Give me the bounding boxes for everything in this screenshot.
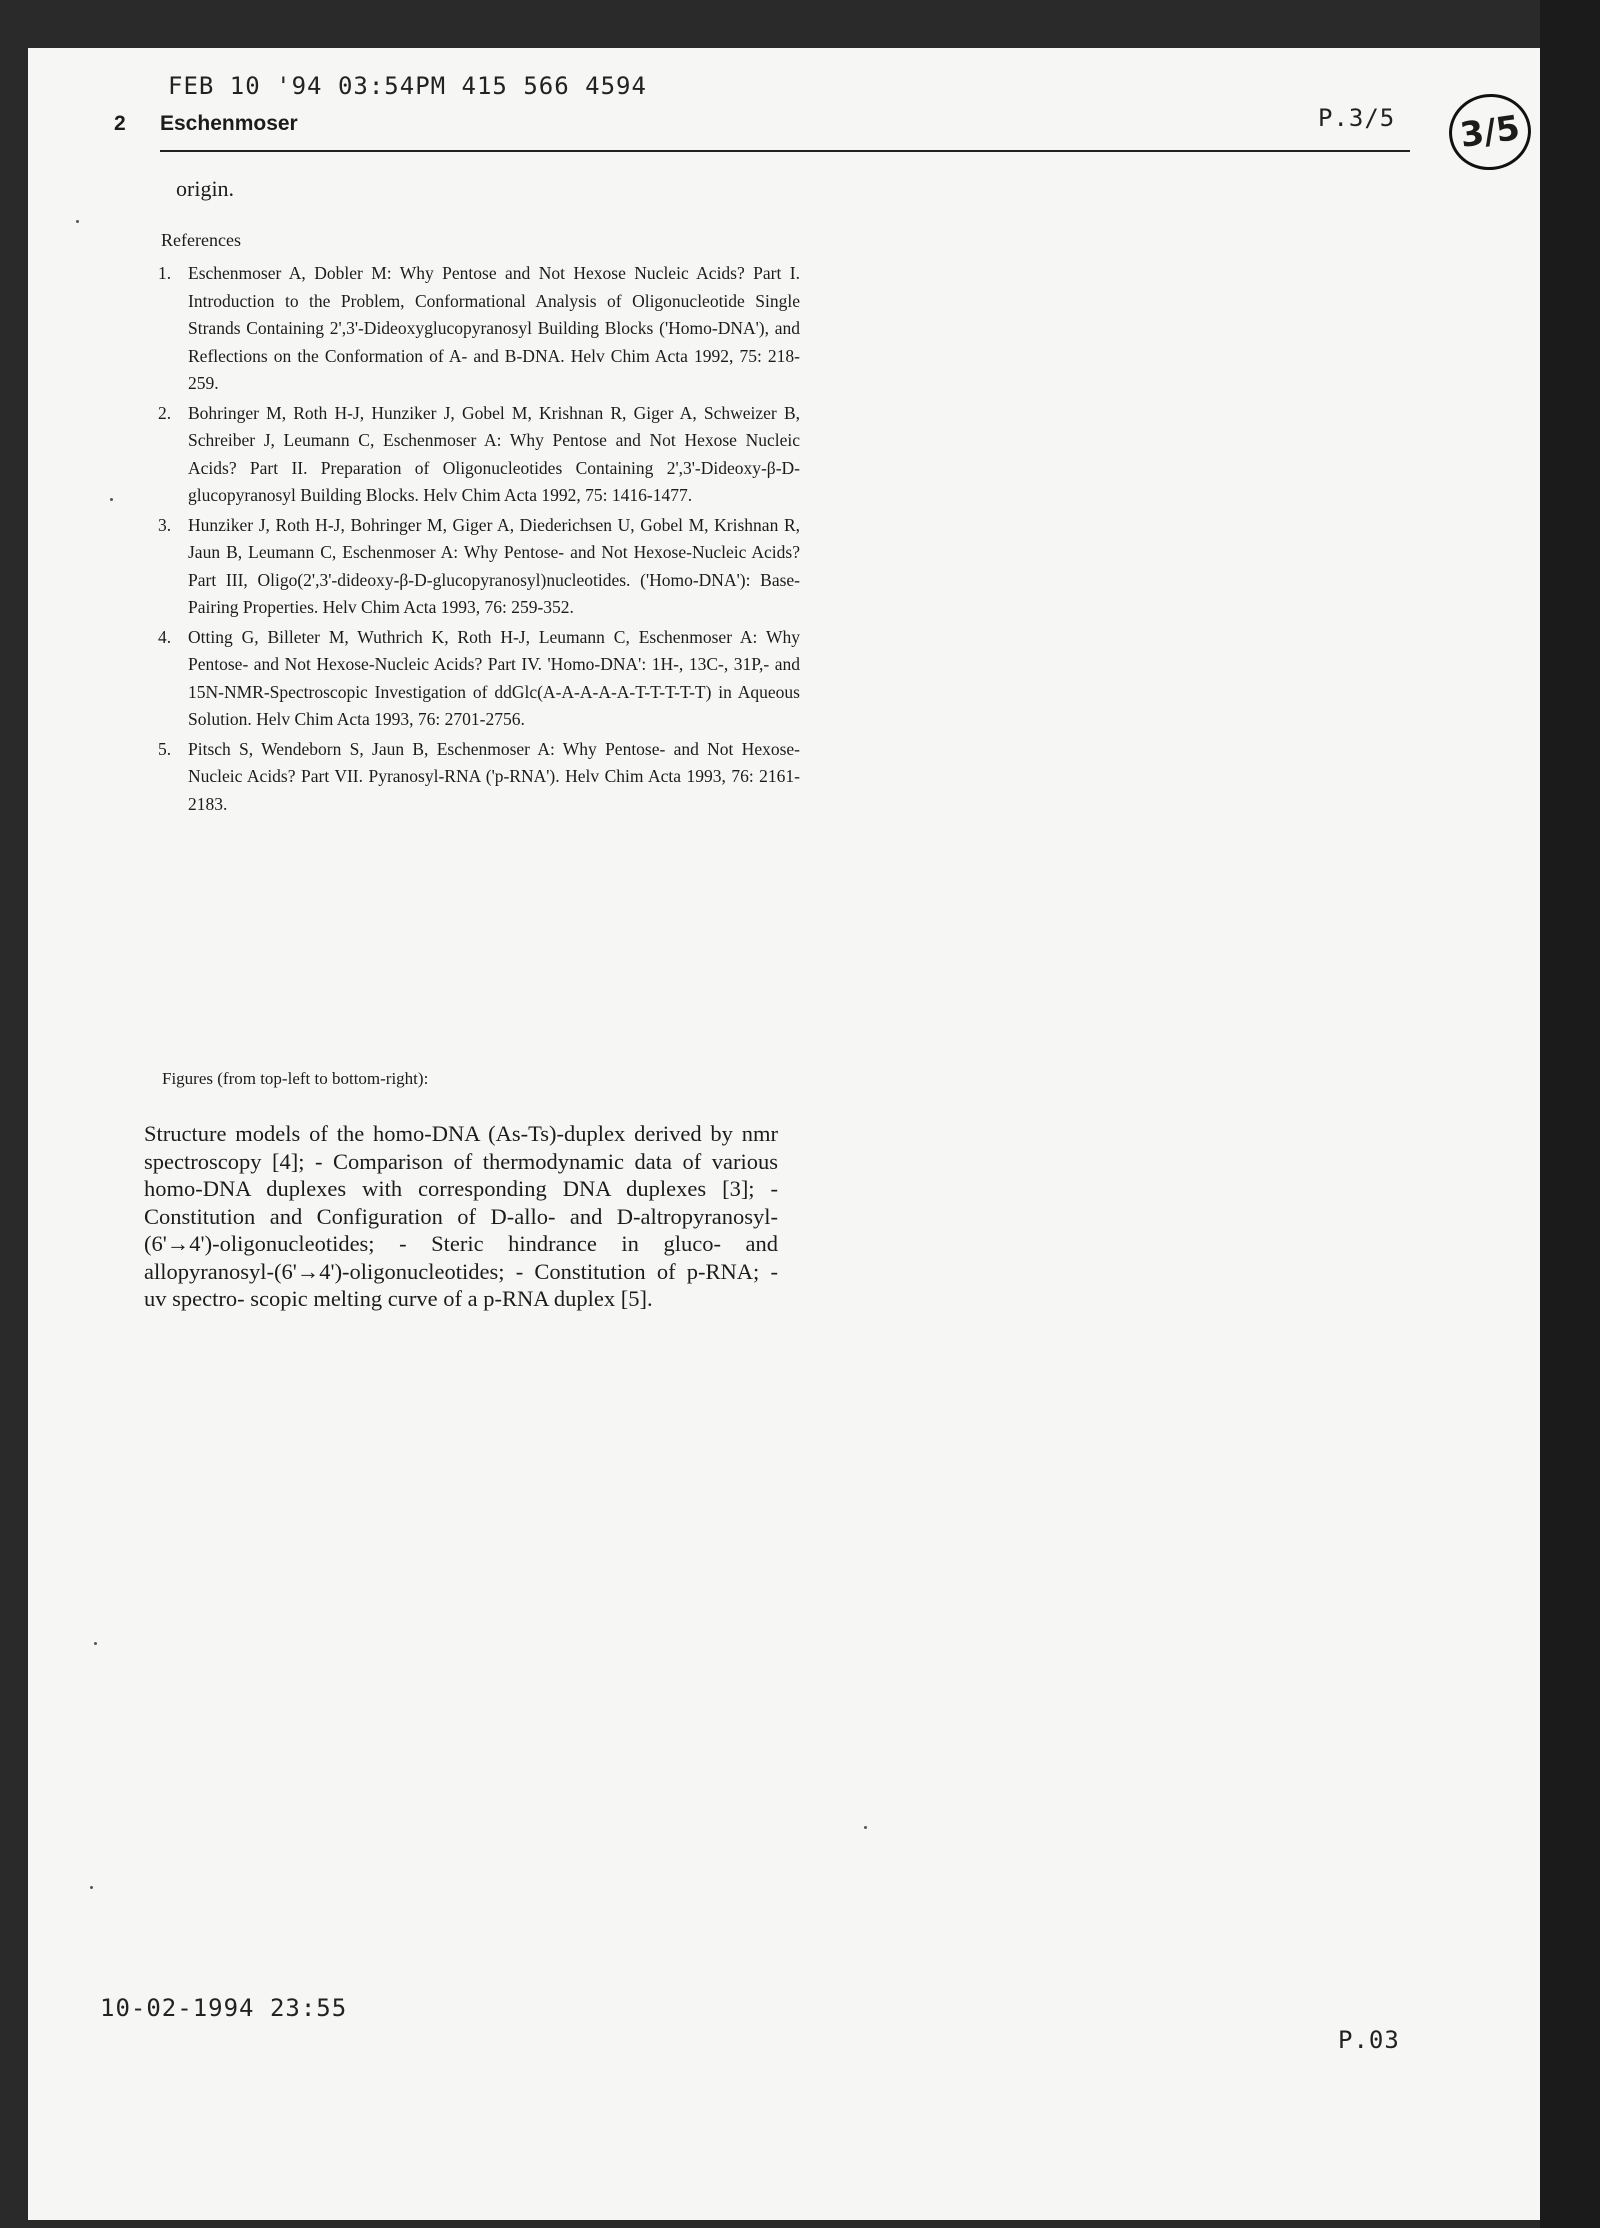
header-rule	[160, 150, 1410, 152]
reference-text: Hunziker J, Roth H-J, Bohringer M, Giger A, Diederichsen U, Gobel M, Krishnan R, Jaun B, Leumann C, Eschenmoser A: Why Pentose- and Not Hexose-Nucleic Acids? Part III, Oligo(2',3'-dideoxy-β-D-glucopyranosyl)nucleotides. ('Homo-DNA'): Base-Pairing Properties. Helv Chim Acta 1993, 76: 259-352.	[188, 514, 800, 617]
scanner-edge	[1540, 0, 1600, 2228]
figures-label: Figures (from top-left to bottom-right):	[162, 1069, 429, 1088]
fax-page-indicator: P.3/5	[1318, 104, 1396, 132]
fax-footer-page: P.03	[1338, 2026, 1400, 2054]
reference-number: 2.	[158, 402, 172, 423]
fax-footer-timestamp: 10-02-1994 23:55	[100, 1994, 348, 2022]
reference-item	[158, 512, 800, 622]
references-heading: References	[161, 230, 241, 250]
reference-text: Otting G, Billeter M, Wuthrich K, Roth H-J, Leumann C, Eschenmoser A: Why Pentose- and Not Hexose-Nucleic Acids? Part IV. 'Homo-DNA': 1H-, 13C-, 31P,- and 15N-NMR-Spectroscopic Investigation of ddGlc(A-A-A-A-A-T-T-T-T-T) in Aqueous Solution. Helv Chim Acta 1993, 76: 2701-2756.	[188, 626, 800, 729]
reference-number: 1.	[158, 263, 172, 283]
reference-item	[158, 400, 800, 510]
reference-item	[158, 736, 800, 819]
scan-speck	[94, 1642, 97, 1645]
scan-speck	[76, 220, 79, 223]
reference-number: 4.	[158, 626, 172, 647]
scan-speck	[864, 1826, 867, 1829]
running-head: Eschenmoser	[160, 112, 298, 135]
reference-item	[158, 624, 800, 734]
page-number: 2	[114, 112, 126, 135]
scan-speck	[90, 1886, 93, 1889]
reference-text: Pitsch S, Wendeborn S, Jaun B, Eschenmoser A: Why Pentose- and Not Hexose-Nucleic Acids? Part VII. Pyranosyl-RNA ('p-RNA'). Helv Chim Acta 1993, 76: 2161-2183.	[188, 738, 800, 814]
document-page	[28, 48, 1540, 2220]
fax-header-line: FEB 10 '94 03:54PM 415 566 4594	[168, 72, 647, 100]
reference-number: 5.	[158, 738, 172, 759]
handwritten-page-mark: 3/5	[1444, 89, 1536, 176]
figure-caption: Structure models of the homo-DNA (As-Ts)-duplex derived by nmr spectroscopy [4]; - Comparison of thermodynamic data of various homo-DNA duplexes with corresponding DNA duplexes [3]; - Constitution and Configuration of D-allo- and D-altropyranosyl-(6'→4')-oligonucleotides; - Steric hindrance in gluco- and allopyranosyl-(6'→4')-oligonucleotides; - Constitution of p-RNA; - uv spectro- scopic melting curve of a p-RNA duplex [5].	[144, 1121, 778, 1311]
reference-text: Eschenmoser A, Dobler M: Why Pentose and Not Hexose Nucleic Acids? Part I. Introduction to the Problem, Conformational Analysis of Oligonucleotide Single Strands Containing 2',3'-Dideoxyglucopyranosyl Building Blocks ('Homo-DNA'), and Reflections on the Conformation of A- and B-DNA. Helv Chim Acta 1992, 75: 218-259.	[188, 263, 800, 393]
references-list	[158, 260, 800, 820]
reference-item	[158, 260, 800, 398]
scan-speck	[110, 498, 113, 501]
body-text-fragment: origin.	[176, 176, 235, 201]
reference-text: Bohringer M, Roth H-J, Hunziker J, Gobel M, Krishnan R, Giger A, Schweizer B, Schreiber J, Leumann C, Eschenmoser A: Why Pentose and Not Hexose Nucleic Acids? Part II. Preparation of Oligonucleotides Containing 2',3'-Dideoxy-β-D-glucopyranosyl Building Blocks. Helv Chim Acta 1992, 75: 1416-1477.	[188, 402, 800, 505]
reference-number: 3.	[158, 514, 172, 535]
